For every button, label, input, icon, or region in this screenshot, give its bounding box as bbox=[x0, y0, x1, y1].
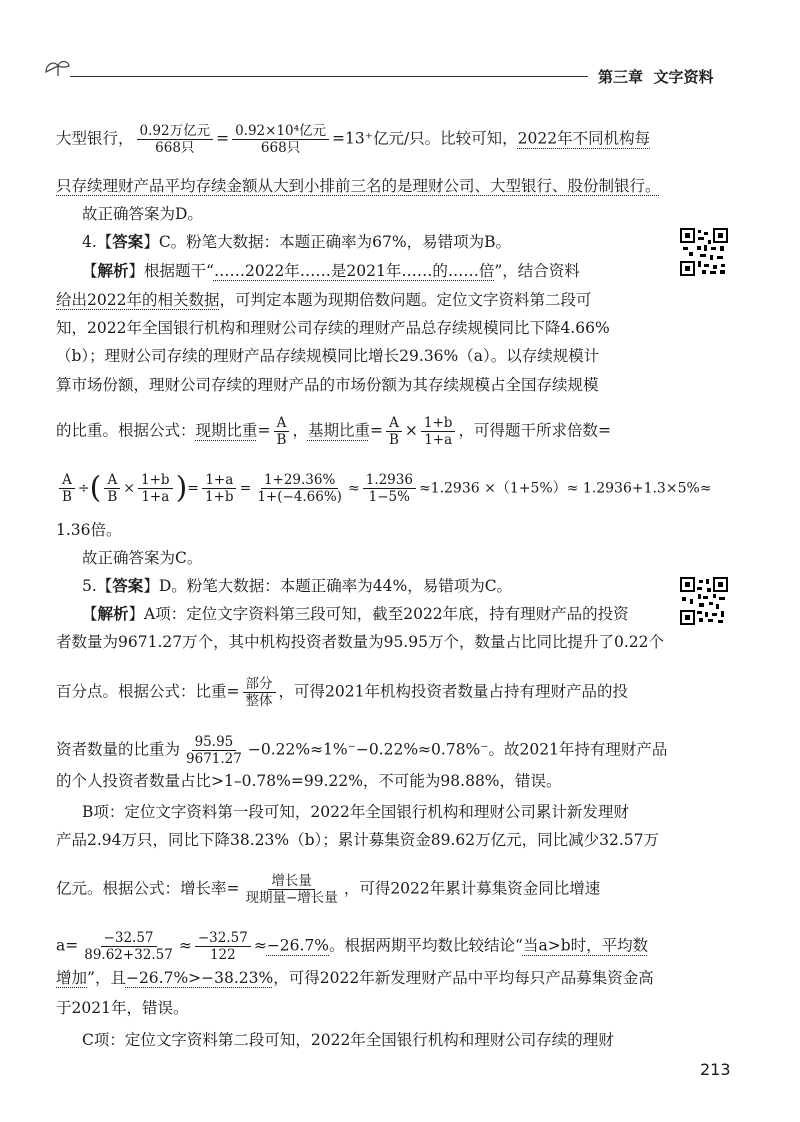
emphasis-text: −26.7% bbox=[266, 936, 330, 955]
text: × bbox=[123, 480, 136, 497]
denominator: B bbox=[276, 432, 287, 448]
numerator: A bbox=[59, 472, 75, 489]
line-23 bbox=[56, 930, 648, 963]
fraction bbox=[243, 873, 341, 906]
fraction bbox=[421, 415, 456, 448]
denominator: 1+(−4.66%) bbox=[257, 489, 342, 505]
line-7: 知，2022年全国银行机构和理财公司存续的理财产品总存续规模同比下降4.66% bbox=[56, 319, 610, 337]
numerator: −32.57 bbox=[101, 930, 157, 947]
text: ”，且 bbox=[87, 969, 126, 987]
denominator: 668只 bbox=[155, 140, 195, 156]
line-26: C项：定位文字资料第二段可知，2022年全国银行机构和理财公司存续的理财 bbox=[82, 1031, 614, 1049]
text: 】C。粉笔大数据：本题正确率为67%，易错项为B。 bbox=[143, 233, 512, 251]
denominator: 1+a bbox=[424, 432, 453, 448]
text: ≈ bbox=[178, 936, 192, 955]
fraction bbox=[202, 472, 237, 505]
line-22 bbox=[56, 873, 600, 906]
text: ，可得2022年累计募集资金同比增速 bbox=[343, 879, 601, 898]
text: ，可得2021年机构投资者数量占持有理财产品的投 bbox=[278, 682, 628, 701]
text: −0.22%≈1%⁻−0.22%≈0.78%⁻。故2021年持有理财产品 bbox=[247, 740, 668, 759]
emphasis-text: ……2022年……是2021年……的……倍 bbox=[213, 262, 495, 280]
header-chapter-number: 第三章 bbox=[598, 68, 644, 86]
text: = bbox=[187, 480, 200, 497]
text: ≈1.2936 ×（1+5%）≈ 1.2936+1.3×5%≈ bbox=[418, 480, 712, 497]
line-6 bbox=[56, 290, 591, 310]
line-8: （b）；理财公司存续的理财产品存续规模同比增长29.36%（a）。以存续规模计 bbox=[56, 347, 600, 365]
text: ， bbox=[292, 421, 308, 440]
line-11 bbox=[56, 472, 712, 505]
denominator: B bbox=[107, 489, 118, 505]
numerator: 增长量 bbox=[268, 873, 315, 890]
text: = bbox=[369, 421, 383, 440]
fraction bbox=[137, 123, 214, 156]
header-chapter bbox=[598, 66, 713, 87]
emphasis-text: 当a>b时，平均数 bbox=[522, 936, 649, 955]
emphasis-text: 给出2022年的相关数据 bbox=[56, 291, 220, 309]
text: = bbox=[216, 129, 230, 148]
text: 5.【 bbox=[82, 577, 113, 595]
header-rule bbox=[70, 76, 588, 77]
fraction bbox=[274, 415, 290, 448]
numerator: 1+29.36% bbox=[261, 472, 338, 489]
text: 】A项：定位文字资料第三段可知，截至2022年底，持有理财产品的投资 bbox=[128, 605, 629, 623]
line-10 bbox=[56, 415, 611, 448]
numerator: A bbox=[104, 472, 120, 489]
line-2: 只存续理财产品平均存续金额从大到小排前三名的是理财公司、大型银行、股份制银行。 bbox=[56, 177, 661, 195]
fraction bbox=[59, 472, 75, 505]
analysis-4-line-1 bbox=[82, 261, 580, 281]
numerator: −32.57 bbox=[195, 930, 251, 947]
text: ”，结合资料 bbox=[494, 262, 580, 280]
fraction bbox=[254, 472, 345, 505]
text: × bbox=[404, 421, 418, 440]
qr-code-icon bbox=[680, 577, 728, 625]
fraction bbox=[183, 734, 245, 767]
line-20: B项：定位文字资料第一段可知，2022年全国银行机构和理财公司累计新发理财 bbox=[82, 803, 629, 821]
numerator: 1.2936 bbox=[363, 472, 416, 489]
text: 的比重。根据公式： bbox=[56, 421, 196, 440]
numerator: 0.92×10⁴亿元 bbox=[232, 123, 329, 140]
analysis-5-line-1 bbox=[82, 604, 629, 624]
denominator: B bbox=[388, 432, 399, 448]
text: 【 bbox=[82, 262, 98, 280]
text: =13⁺亿元/只。比较可知， bbox=[332, 129, 518, 148]
line-13: 故正确答案为C。 bbox=[82, 549, 203, 567]
text: = bbox=[257, 421, 271, 440]
denominator: 1+a bbox=[141, 489, 170, 505]
denominator: 89.62+32.57 bbox=[84, 947, 173, 963]
text: 亿元。根据公式：增长率= bbox=[56, 879, 240, 898]
line-24 bbox=[56, 968, 654, 988]
numerator: 1+b bbox=[421, 415, 456, 432]
emphasis-text: 现期比重 bbox=[195, 421, 258, 440]
text: ≈ bbox=[253, 936, 267, 955]
emphasis-text: −26.7%>−38.23% bbox=[125, 969, 274, 987]
line-17 bbox=[56, 676, 628, 709]
answer-label: 答案 bbox=[112, 233, 144, 251]
emphasis-text: 增加 bbox=[56, 969, 88, 987]
fraction bbox=[138, 472, 173, 505]
analysis-label: 解析 bbox=[97, 262, 129, 280]
line-3: 故正确答案为D。 bbox=[82, 205, 203, 223]
line-16: 者数量为9671.27万个，其中机构投资者数量为95.95万个，数量占比同比提升了0.22个 bbox=[56, 633, 664, 651]
fraction bbox=[104, 472, 120, 505]
fraction bbox=[232, 123, 329, 156]
text: 。根据两期平均数比较结论“ bbox=[329, 936, 523, 955]
line-19: 的个人投资者数量占比>1–0.78%=99.22%，不可能为98.88%，错误。 bbox=[56, 772, 562, 790]
denominator: B bbox=[62, 489, 72, 505]
numerator: 1+b bbox=[138, 472, 173, 489]
fraction bbox=[81, 930, 176, 963]
text: = bbox=[239, 480, 252, 497]
denominator: 现期量−增长量 bbox=[245, 890, 338, 906]
numerator: A bbox=[274, 415, 290, 432]
text: 】根据题干“ bbox=[128, 262, 214, 280]
fraction bbox=[386, 415, 402, 448]
numerator: 1+a bbox=[202, 472, 236, 489]
answer-label: 答案 bbox=[112, 577, 144, 595]
emphasis-text: 基期比重 bbox=[307, 421, 370, 440]
header-leaf-icon bbox=[42, 56, 72, 78]
text: ( bbox=[89, 470, 102, 506]
text: ，可得2022年新发理财产品中平均每只产品募集资金高 bbox=[273, 969, 654, 987]
line-21: 产品2.94万只，同比下降38.23%（b）；累计募集资金89.62万亿元，同比减少32.57万 bbox=[56, 831, 660, 849]
line-1 bbox=[56, 123, 650, 156]
numerator: A bbox=[386, 415, 402, 432]
numerator: 0.92万亿元 bbox=[137, 123, 214, 140]
text: 4.【 bbox=[82, 233, 113, 251]
text: ，可判定本题为现期倍数问题。定位文字资料第二段可 bbox=[219, 291, 592, 309]
text: 】D。粉笔大数据：本题正确率为44%，易错项为C。 bbox=[143, 577, 513, 595]
denominator: 整体 bbox=[245, 693, 273, 709]
denominator: 9671.27 bbox=[186, 751, 242, 767]
emphasis-text: 2022年不同机构每 bbox=[517, 129, 651, 148]
header-chapter-title: 文字资料 bbox=[653, 68, 714, 86]
answer-5 bbox=[82, 576, 512, 596]
line-12: 1.36倍。 bbox=[56, 521, 122, 539]
fraction bbox=[195, 930, 251, 963]
line-18 bbox=[56, 734, 667, 767]
answer-4 bbox=[82, 232, 511, 252]
text: 大型银行， bbox=[56, 129, 134, 148]
text: 【 bbox=[82, 605, 98, 623]
line-25: 于2021年，错误。 bbox=[56, 999, 189, 1017]
page-number: 213 bbox=[700, 1060, 731, 1079]
denominator: 122 bbox=[209, 947, 236, 963]
text: ，可得题干所求倍数= bbox=[458, 421, 611, 440]
denominator: 1−5% bbox=[368, 489, 410, 505]
line-9: 算市场份额，理财公司存续的理财产品的市场份额为其存续规模占全国存续规模 bbox=[56, 376, 599, 394]
numerator: 95.95 bbox=[192, 734, 237, 751]
text: 百分点。根据公式：比重= bbox=[56, 682, 240, 701]
text: a= bbox=[56, 936, 79, 955]
text: ≈ bbox=[347, 480, 360, 497]
analysis-label: 解析 bbox=[97, 605, 129, 623]
qr-code-icon bbox=[680, 228, 728, 276]
fraction bbox=[243, 676, 276, 709]
text: ÷ bbox=[77, 480, 90, 497]
fraction bbox=[363, 472, 416, 505]
denominator: 1+b bbox=[205, 489, 234, 505]
numerator: 部分 bbox=[243, 676, 276, 693]
text: ) bbox=[175, 470, 188, 506]
denominator: 668只 bbox=[260, 140, 301, 156]
text: 资者数量的比重为 bbox=[56, 740, 181, 759]
